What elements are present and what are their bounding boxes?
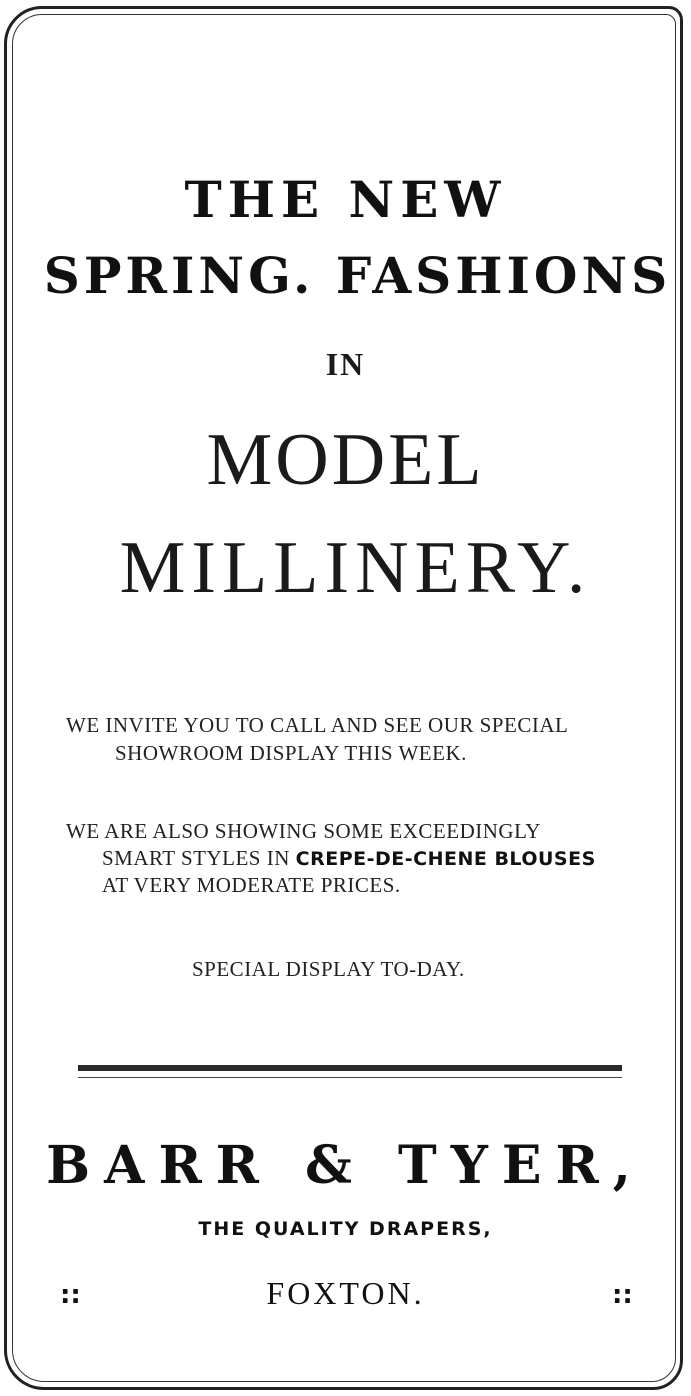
- firm-name: BARR & TYER,: [46, 1135, 645, 1196]
- ornament-left: ::: [60, 1280, 81, 1310]
- showing-text-line3: AT VERY MODERATE PRICES.: [102, 873, 401, 897]
- invite-text-line2: SHOWROOM DISPLAY THIS WEEK.: [115, 741, 467, 765]
- headline-in: IN: [325, 346, 366, 382]
- headline-millinery: MILLINERY.: [119, 527, 592, 609]
- showing-text-line1: WE ARE ALSO SHOWING SOME EXCEEDINGLY: [66, 819, 541, 843]
- firm-tagline: THE QUALITY DRAPERS,: [198, 1218, 493, 1240]
- headline-spring-fashions: SPRING. FASHIONS: [43, 246, 672, 305]
- showing-text-prefix: SMART STYLES IN: [102, 846, 296, 870]
- headline-model: MODEL: [206, 419, 485, 501]
- firm-location: FOXTON.: [266, 1275, 425, 1311]
- divider-thick-rule: [78, 1065, 622, 1071]
- ornament-right: ::: [612, 1280, 633, 1310]
- showing-text-line2: [102, 846, 596, 871]
- blouses-emphasis: CREPE-DE-CHENE BLOUSES: [295, 848, 596, 870]
- headline-the-new: THE NEW: [184, 170, 507, 229]
- invite-text-line1: WE INVITE YOU TO CALL AND SEE OUR SPECIAL: [66, 713, 569, 737]
- special-display-notice: SPECIAL DISPLAY TO-DAY.: [192, 957, 465, 981]
- divider-thin-rule: [78, 1077, 622, 1078]
